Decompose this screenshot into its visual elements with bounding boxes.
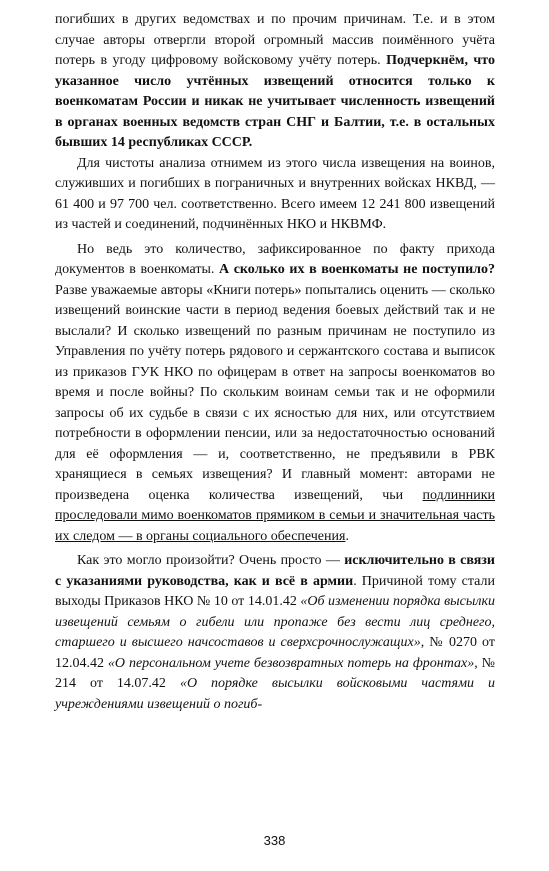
page-number: 338 [263, 833, 286, 848]
bold-text-run: исключительно в связи с указаниями руководства, как и всё в армии [55, 553, 495, 589]
text-run: Как это могло произойти? Очень просто — [77, 553, 345, 568]
text-run: , № 0270 от 12.04.42 [55, 635, 495, 671]
text-run: Разве уважаемые авторы «Книги потерь» попытались оценить — сколько извещений воинские части в период ведения боевых действий так и не выслали? И сколько извещений по разным причинам не поступило из Управления по учёту потерь рядового и сержантского состава и выписок из приказов ГУК НКО по офицерам в ответ на запросы военкоматов во время и после войны? По скольким воинам семьи так и не оформили запросы об их судьбе в связи с их ясностью для них, или отсутствием потребности в оформлении пенсии, или за недостаточностью оснований для её оформления — и, соответственно, не предъявили в РВК хранящиеся в семьях извещения? И главный момент: авторами не произведена оценка количества извещений, чьи [55, 282, 495, 503]
paragraph-2 [55, 154, 495, 236]
italic-text-run: «О порядке высылки войсковыми частями и учреждениями извещений о погиб- [55, 676, 495, 712]
paragraph-3 [55, 240, 495, 548]
italic-text-run: «Об изменении порядка высылки извещений семьям о гибели или пропаже без вести лиц среднего, старшего и высшего начсоставов и сверхсрочнослужащих» [55, 594, 495, 650]
paragraph-1 [55, 10, 495, 154]
italic-text-run: «О персональном учете безвозвратных потерь на фронтах» [107, 655, 475, 671]
bold-text-run: А сколько их в военкоматы не поступило? [218, 262, 495, 277]
text-run: погибших в других ведомствах и по прочим причинам. Т.е. и в этом случае авторы отвергли второй огромный массив поимённого учёта потерь в угоду цифровому войсковому учёту потерь. [55, 12, 495, 68]
text-run: . [345, 528, 349, 544]
paragraph-4 [55, 551, 495, 715]
text-run: , № 214 от 14.07.42 [55, 655, 495, 691]
text-run: Для чистоты анализа отнимем из этого числа извещения на воинов, служивших и погибших в пограничных и внутренних войсках НКВД, — 61 400 и 97 700 чел. соответственно. Всего имеем 12 241 800 извещений из частей и соединений, подчинённых НКО и НКВМФ. [55, 155, 495, 232]
text-run: . Причиной тому стали выходы Приказов НКО № 10 от 14.01.42 [55, 573, 495, 609]
underlined-text-run: подлинники проследовали мимо военкоматов прямиком в семьи и значительная часть их следом — в органы социального обеспечения [55, 487, 495, 544]
bold-text-run: Подчеркнём, что указанное число учтённых извещений относится только к военкоматам России и никак не учитывает численность извещений в органах военных ведомств стран СНГ и Балтии, т.е. в остальных бывших 14 республиках СССР. [55, 53, 495, 150]
text-run: Но ведь это количество, зафиксированное по факту прихода документов в военкоматы. [55, 241, 495, 277]
page-body [55, 10, 495, 715]
